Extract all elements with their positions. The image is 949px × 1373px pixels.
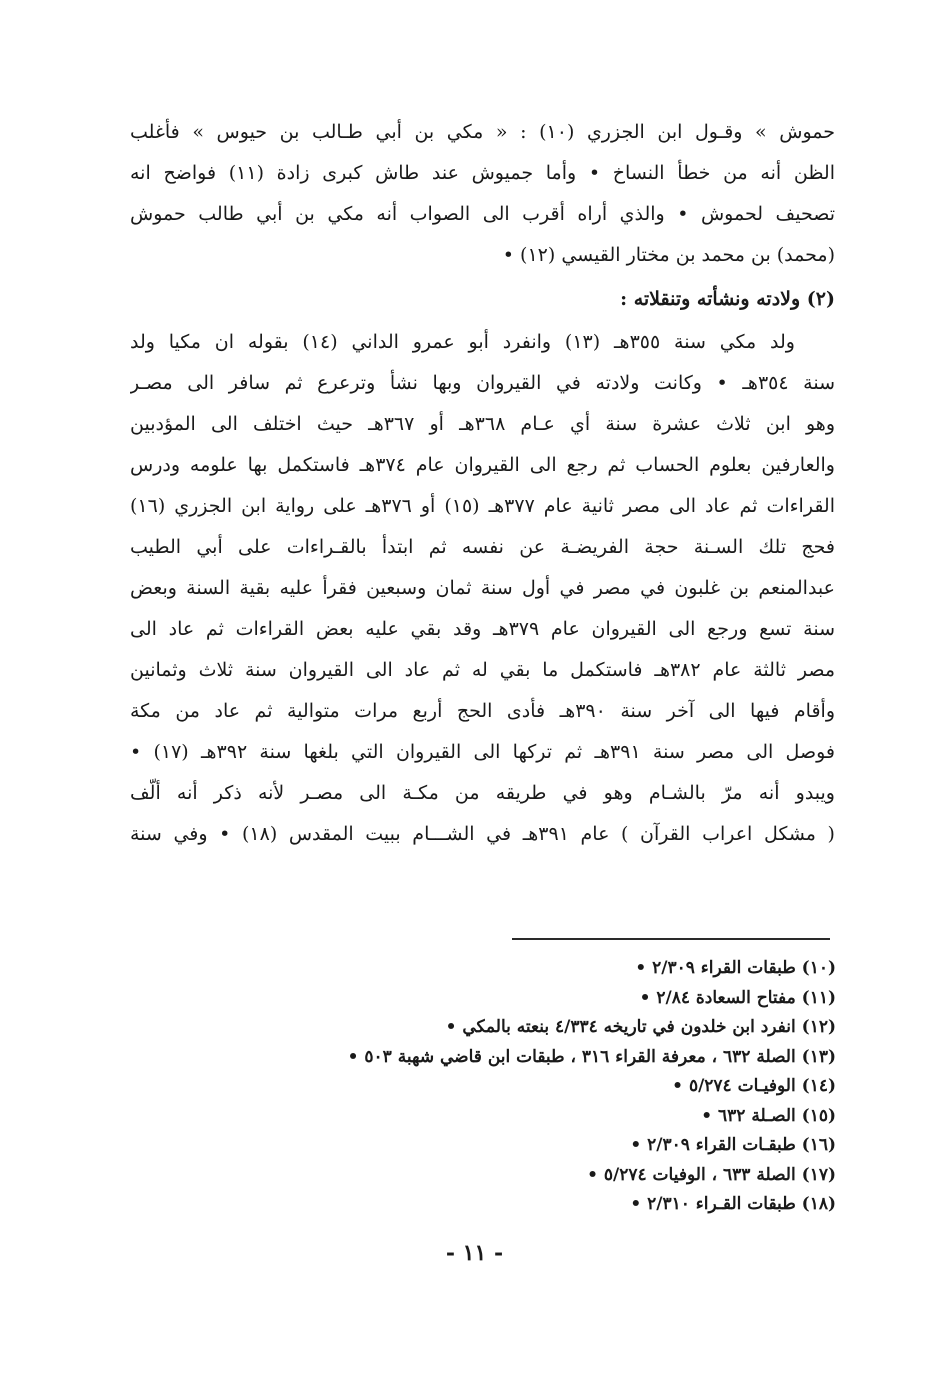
text-line: ويبدو أنه مرّ بالشـام وهو في طريقه من مكـة الى مصـر لأنه ذكر أنه ألّف: [130, 782, 835, 804]
text-line: ( مشكل اعراب القرآن ) عام ٣٩١هـ في الشـــام ببيت المقدس (١٨) • وفي سنة: [130, 823, 835, 845]
text-line: فحج تلك السـنة حجة الفريضـة عن نفسه ثم ابتدأ بالقـراءات على أبي الطيب: [130, 536, 835, 558]
text-line: فوصل الى مصر سنة ٣٩١هـ ثم تركها الى القيروان التي بلغها سنة ٣٩٢هـ (١٧) •: [130, 741, 835, 763]
text-line: سنة ٣٥٤هـ • وكانت ولادته في القيروان وبها نشأ وترعرع ثم سافر الى مصـر: [130, 372, 835, 394]
text-line: مصر ثالثة عام ٣٨٢هـ فاستكمل ما بقي له ثم عاد الى القيروان سنة ثلاث وثمانين: [130, 659, 835, 681]
page-number: - ١١ -: [445, 1240, 504, 1266]
footnote: (١٨) طبقات القـراء ٢/٣١٠ •: [630, 1194, 836, 1214]
text-line: تصحيف لحموش • والذي أراه أقرب الى الصواب أنه مكي بن أبي طالب حموش: [130, 203, 835, 225]
footnote: (١٣) الصلة ٦٣٢ ، معرفة القراء ٣١٦ ، طبقات ابن قاضي شهبة ٥٠٣ •: [347, 1046, 836, 1067]
text-line: عبدالمنعم بن غلبون في مصر في أول سنة ثمان وسبعين فقرأ عليه بقية السنة وبعض: [130, 577, 835, 599]
footnote: (١١) مفتاح السعادة ٢/٨٤ •: [639, 987, 836, 1008]
text-line: سنة تسع ورجع الى القيروان عام ٣٧٩هـ وقد بقي عليه بعض القراءات ثم عاد الى: [130, 618, 835, 640]
section-heading: (٢) ولادته ونشأته وتنقلاته :: [620, 288, 835, 310]
text-line: وهو ابن ثلاث عشرة سنة أي عـام ٣٦٨هـ أو ٣٦٧هـ حيث اختلف الى المؤدبين: [130, 413, 835, 435]
footnote: (١٧) الصلة ٦٣٣ ، الوفيات ٥/٢٧٤ •: [587, 1164, 836, 1185]
text-line: الظن أنه من خطأ النساخ • وأما جميوش عند طاش كبرى زادة (١١) فواضح انه: [130, 162, 835, 184]
footnotes: [150, 954, 836, 1220]
text-line: حموش » وقـول ابن الجزري (١٠) : « مكي بن أبي طـالب بن حيوس » فأغلب: [130, 121, 835, 143]
footnote: (١٠) طبقات القراء ٢/٣٠٩ •: [635, 958, 836, 978]
text-line: القراءات ثم عاد الى مصر ثانية عام ٣٧٧هـ (١٥) أو ٣٧٦هـ على رواية ابن الجزري (١٦): [130, 495, 835, 517]
footnote-separator: [512, 938, 830, 940]
text-line: وأقام فيها الى آخر سنة ٣٩٠هـ فأدى الحج أربع مرات متوالية ثم عاد من مكة: [130, 700, 835, 722]
footnote: (١٤) الوفيـات ٥/٢٧٤ •: [672, 1076, 836, 1096]
main-text: [130, 112, 835, 855]
footnote: (١٥) الصـلة ٦٣٢ •: [701, 1105, 836, 1126]
footnote: (١٦) طبقـات القراء ٢/٣٠٩ •: [630, 1135, 836, 1155]
text-line: (محمد) بن محمد بن مختار القيسي (١٢) •: [502, 244, 835, 266]
footnote: (١٢) انفرد ابن خلدون في تاريخه ٤/٣٣٤ بنعته بالمكي •: [445, 1017, 836, 1037]
text-line: ولد مكي سنة ٣٥٥هـ (١٣) وانفرد أبو عمرو الداني (١٤) بقوله ان مكيا ولد: [130, 331, 795, 353]
text-line: والعارفين بعلوم الحساب ثم رجع الى القيروان عام ٣٧٤هـ فاستكمل بها علومه ودرس: [130, 454, 835, 476]
